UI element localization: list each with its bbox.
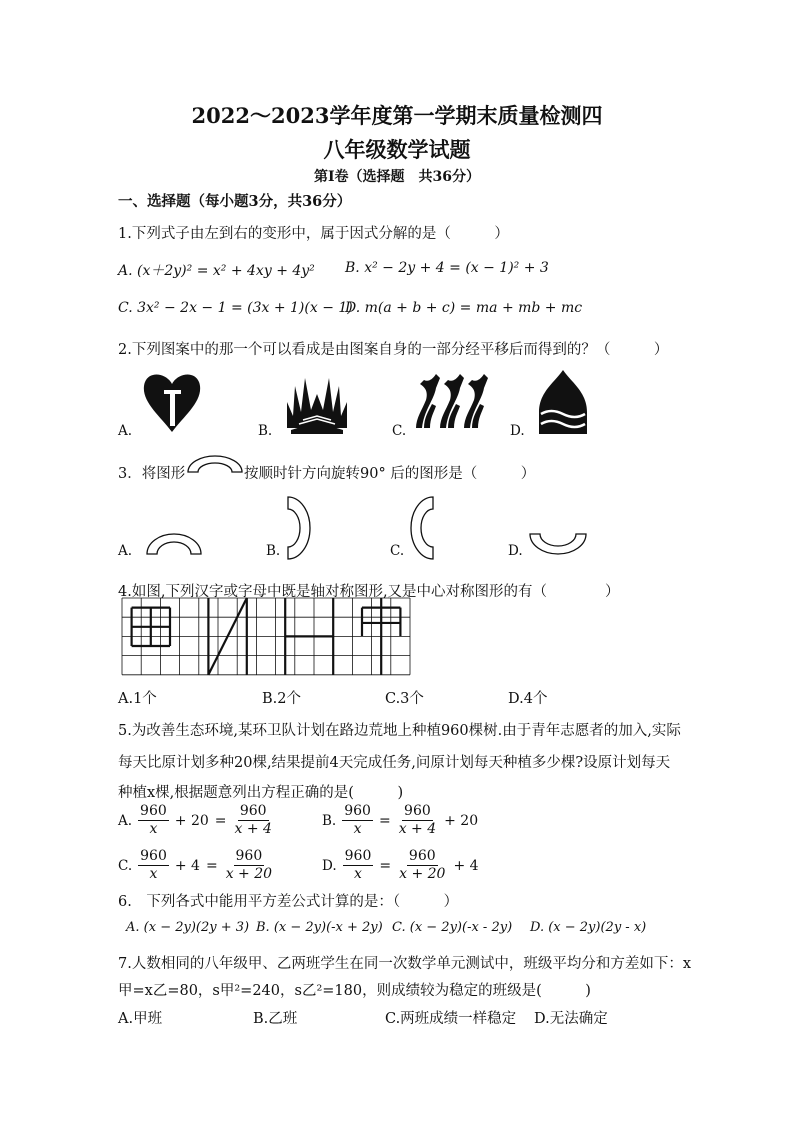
q5-option-a[interactable]: A. $\frac{960}{x}$ + 20 = $\frac{960}{x + 4}$ (118, 803, 272, 837)
q3-label-a[interactable]: A. (118, 543, 133, 559)
q7-option-a[interactable]: A.甲班 (118, 1011, 163, 1027)
q2-figure-three-figures[interactable] (410, 370, 490, 432)
q4-option-d[interactable]: D.4个 (508, 691, 548, 707)
q2-label-d[interactable]: D. (510, 423, 525, 439)
fraction: $\frac{960}{x}$ (140, 803, 167, 837)
q4-character-grid (122, 598, 412, 678)
q1-option-b[interactable]: B. x² − 2y + 4 = (x − 1)² + 3 (345, 260, 549, 276)
q3-option-b-arch-right[interactable] (285, 495, 313, 561)
exam-title: 2022～2023学年度第一学期末质量检测四 (191, 103, 603, 128)
fraction: $\frac{960}{x}$ (344, 848, 372, 882)
q7-option-c[interactable]: C.两班成绩一样稳定 (385, 1011, 517, 1027)
q6-option-c[interactable]: C. (x − 2y)(-x - 2y) (392, 920, 513, 935)
question-1-stem: 1.下列式子由左到右的变形中，属于因式分解的是（ ） (118, 226, 509, 242)
q6-option-d[interactable]: D. (x − 2y)(2y - x) (530, 920, 647, 935)
q3-label-c[interactable]: C. (390, 543, 405, 559)
fraction: $\frac{960}{x + 4}$ (234, 803, 272, 837)
q5-label-c: C. (118, 857, 133, 874)
fraction: $\frac{960}{x}$ (344, 803, 371, 837)
q4-option-a[interactable]: A.1个 (118, 691, 157, 707)
q3-option-d-arch-down[interactable] (528, 532, 588, 556)
question-3-stem-end: 按顺时针方向旋转90° 后的图形是（ ） (244, 466, 536, 482)
q5-option-c[interactable]: C. $\frac{960}{x}$ + 4 = $\frac{960}{x + 20}$ (118, 848, 273, 882)
question-5-line3: 种植x棵,根据题意列出方程正确的是( ) (118, 785, 404, 801)
q2-label-a[interactable]: A. (118, 423, 133, 439)
q1-option-d[interactable]: D. m(a + b + c) = ma + mb + mc (345, 300, 583, 316)
q5-option-d[interactable]: D. $\frac{960}{x}$ = $\frac{960}{x + 20}$ + 4 (322, 848, 479, 882)
q5-option-b[interactable]: B. $\frac{960}{x}$ = $\frac{960}{x + 4}$ + 20 (322, 803, 479, 837)
q2-figure-heart-cross[interactable] (140, 370, 204, 436)
q6-option-a[interactable]: A. (x − 2y)(2y + 3) (126, 920, 250, 935)
q6-option-b[interactable]: B. (x − 2y)(-x + 2y) (256, 920, 383, 935)
section-heading: 一、选择题（每小题3分，共36分） (118, 193, 352, 210)
question-6-stem: 6. 下列各式中能用平方差公式计算的是：（ ） (118, 894, 459, 910)
q5-label-d: D. (322, 857, 337, 874)
question-5-line2: 每天比原计划多种20棵,结果提前4天完成任务,问原计划每天种植多少棵?设原计划每天 (118, 755, 671, 771)
question-2-stem: 2.下列图案中的那一个可以看成是由图案自身的一部分经平移后而得到的？（ ） (118, 342, 669, 358)
question-3-stem-start: 3．将图形 (118, 466, 186, 482)
q2-label-b[interactable]: B. (258, 423, 273, 439)
q4-option-c[interactable]: C.3个 (385, 691, 424, 707)
fraction: $\frac{960}{x + 20}$ (399, 848, 446, 882)
q7-option-d[interactable]: D.无法确定 (534, 1011, 608, 1027)
q1-option-c[interactable]: C. 3x² − 2x − 1 = (3x + 1)(x − 1) (118, 300, 353, 316)
q4-option-b[interactable]: B.2个 (262, 691, 301, 707)
q3-option-c-arch-left[interactable] (408, 495, 436, 561)
question-7-line2: 甲=x乙=80，s甲²=240，s乙²=180，则成绩较为稳定的班级是( ) (118, 983, 591, 999)
volume-heading: 第Ⅰ卷（选择题 共36分） (313, 169, 481, 185)
q2-figure-drop-waves[interactable] (535, 368, 591, 438)
q3-source-arch-icon (186, 454, 244, 474)
fraction: $\frac{960}{x}$ (140, 848, 167, 882)
q3-label-d[interactable]: D. (508, 543, 523, 559)
q5-label-b: B. (322, 812, 337, 829)
q3-label-b[interactable]: B. (266, 543, 281, 559)
q1-option-a[interactable]: A. (x＋2y)² = x² + 4xy + 4y² (118, 263, 315, 279)
q3-option-a-arch-up[interactable] (145, 532, 203, 556)
question-7-line1: 7.人数相同的八年级甲、乙两班学生在同一次数学单元测试中，班级平均分和方差如下：x (118, 956, 692, 972)
fraction: $\frac{960}{x + 20}$ (225, 848, 273, 882)
fraction: $\frac{960}{x + 4}$ (398, 803, 437, 837)
q2-label-c[interactable]: C. (392, 423, 407, 439)
q2-figure-book[interactable] (283, 372, 351, 434)
q5-label-a: A. (118, 812, 133, 829)
exam-subtitle: 八年级数学试题 (323, 137, 471, 162)
question-4-stem: 4.如图,下列汉字或字母中既是轴对称图形,又是中心对称图形的有（ ） (118, 584, 620, 600)
question-5-line1: 5.为改善生态环境,某环卫队计划在路边荒地上种植960棵树.由于青年志愿者的加入,实际 (118, 723, 681, 739)
q7-option-b[interactable]: B.乙班 (253, 1011, 298, 1027)
